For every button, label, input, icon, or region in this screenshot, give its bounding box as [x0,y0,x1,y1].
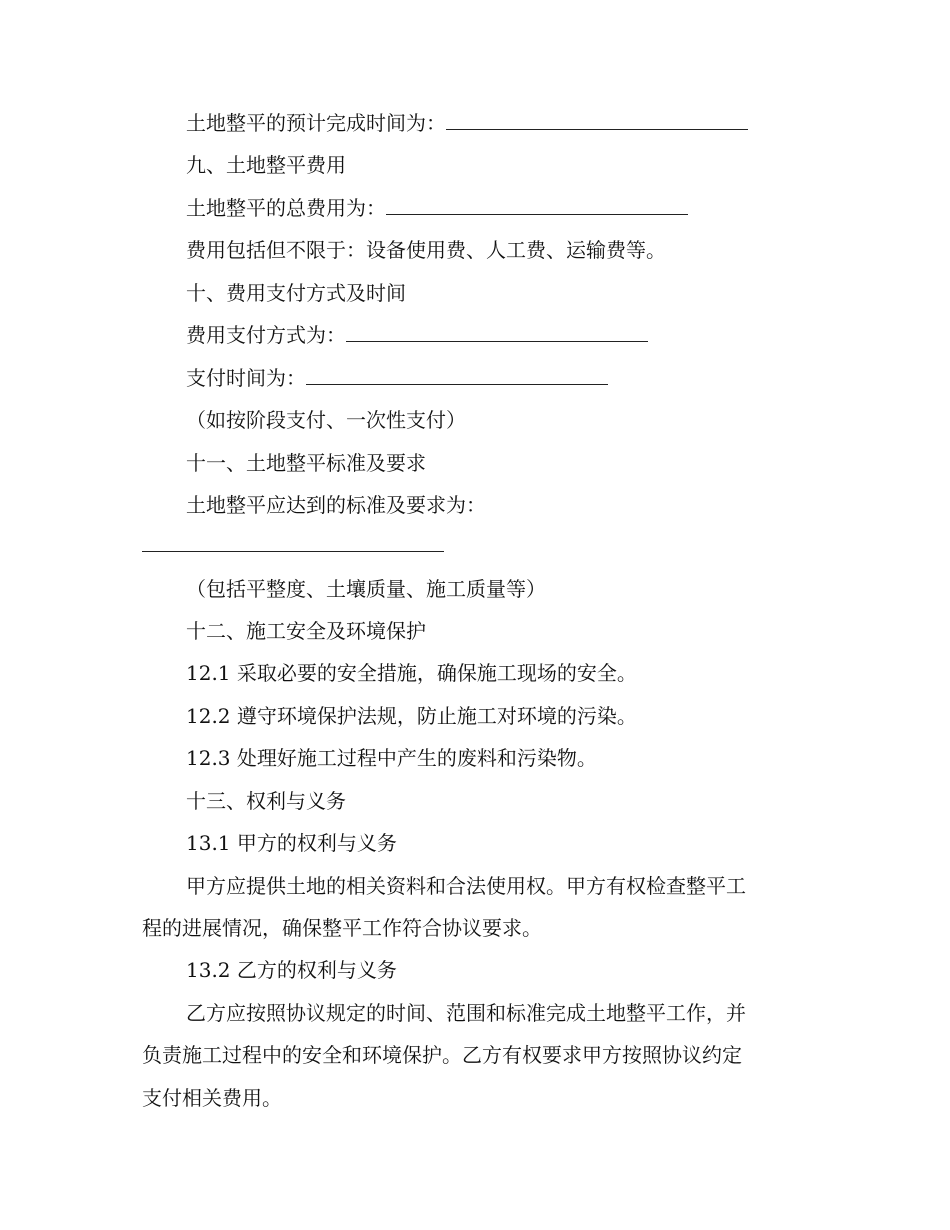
party-b-paragraph-line-1: 乙方应按照协议规定的时间、范围和标准完成土地整平工作，并 [186,1001,746,1025]
standards-note: （包括平整度、土壤质量、施工质量等） [186,577,546,601]
clause-13-1-heading: 13.1 甲方的权利与义务 [186,831,397,855]
payment-method-label: 费用支付方式为： [186,323,346,347]
party-b-paragraph-line-3: 支付相关费用。 [142,1086,282,1110]
party-a-paragraph-line-1: 甲方应提供土地的相关资料和合法使用权。甲方有权检查整平工 [186,874,746,898]
section-9-heading: 九、土地整平费用 [186,153,346,177]
total-cost-label: 土地整平的总费用为： [186,196,386,220]
payment-method-line [186,322,648,348]
clause-12-3: 12.3 处理好施工过程中产生的废料和污染物。 [186,746,597,770]
completion-time-blank[interactable] [446,111,748,130]
payment-note: （如按阶段支付、一次性支付） [186,408,466,432]
total-cost-blank[interactable] [386,196,688,215]
payment-time-line [186,365,608,391]
cost-includes-text: 费用包括但不限于：设备使用费、人工费、运输费等。 [186,238,666,262]
standards-blank[interactable] [142,551,444,552]
section-10-heading: 十、费用支付方式及时间 [186,281,406,305]
section-12-heading: 十二、施工安全及环境保护 [186,619,426,643]
party-b-paragraph-line-2: 负责施工过程中的安全和环境保护。乙方有权要求甲方按照协议约定 [142,1043,742,1067]
clause-12-2: 12.2 遵守环境保护法规，防止施工对环境的污染。 [186,704,637,728]
party-a-paragraph-line-2: 程的进展情况，确保整平工作符合协议要求。 [142,916,542,940]
standards-label: 土地整平应达到的标准及要求为： [186,493,486,517]
payment-time-blank[interactable] [306,366,608,385]
clause-12-1: 12.1 采取必要的安全措施，确保施工现场的安全。 [186,661,637,685]
completion-time-label: 土地整平的预计完成时间为： [186,111,446,135]
completion-time-line [186,110,748,136]
section-11-heading: 十一、土地整平标准及要求 [186,451,426,475]
total-cost-line [186,195,688,221]
clause-13-2-heading: 13.2 乙方的权利与义务 [186,958,397,982]
section-13-heading: 十三、权利与义务 [186,789,346,813]
payment-method-blank[interactable] [346,323,648,342]
payment-time-label: 支付时间为： [186,366,306,390]
